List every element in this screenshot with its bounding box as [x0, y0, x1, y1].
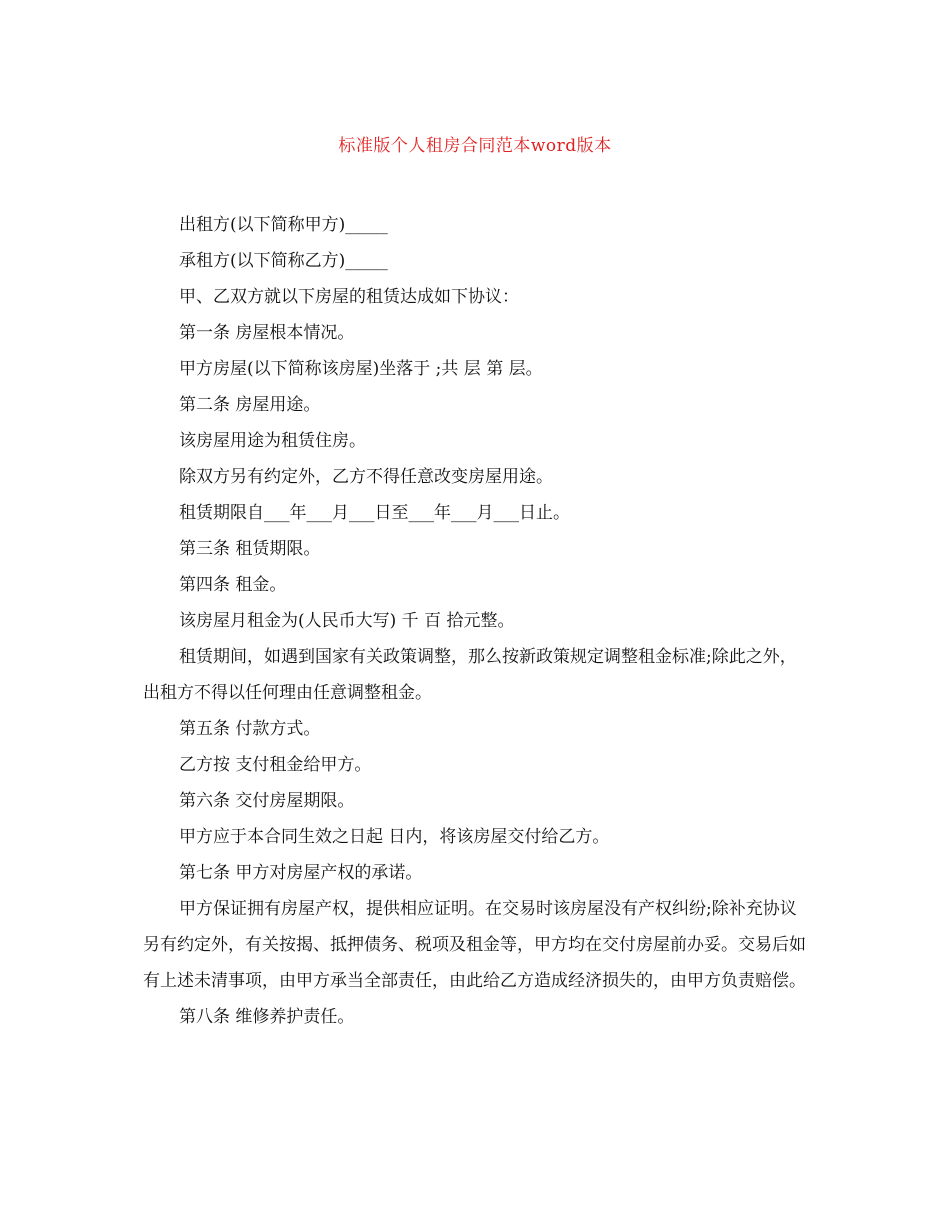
paragraph: 承租方(以下简称乙方)_____: [179, 251, 388, 271]
paragraph: 乙方按 支付租金给甲方。: [179, 755, 372, 775]
paragraph: 该房屋用途为租赁住房。: [179, 431, 366, 451]
document-body: [143, 207, 813, 1035]
paragraph: 租赁期限自___年___月___日至___年___月___日止。: [179, 503, 570, 523]
paragraph: 第一条 房屋根本情况。: [179, 323, 355, 343]
paragraph: 该房屋月租金为(人民币大写) 千 百 拾元整。: [179, 611, 515, 631]
paragraph: 甲方应于本合同生效之日起 日内，将该房屋交付给乙方。: [179, 827, 610, 847]
paragraph: 甲方保证拥有房屋产权，提供相应证明。在交易时该房屋没有产权纠纷;除补充协议另有约定外，有关按揭、抵押债务、税项及租金等，甲方均在交付房屋前办妥。交易后如有上述未清事项，由甲方承当全部责任，由此给乙方造成经济损失的，由甲方负责赔偿。: [143, 899, 806, 991]
document-title: 标准版个人租房合同范本word版本: [338, 136, 612, 156]
paragraph: 第二条 房屋用途。: [179, 395, 321, 415]
paragraph: 除双方另有约定外，乙方不得任意改变房屋用途。: [179, 467, 553, 487]
paragraph: 出租方(以下简称甲方)_____: [179, 215, 388, 235]
paragraph: 甲、乙双方就以下房屋的租赁达成如下协议：: [179, 287, 519, 307]
paragraph: 第七条 甲方对房屋产权的承诺。: [179, 863, 423, 883]
paragraph: 甲方房屋(以下简称该房屋)坐落于 ;共 层 第 层。: [179, 359, 543, 379]
paragraph: 第六条 交付房屋期限。: [179, 791, 355, 811]
paragraph: 第三条 租赁期限。: [179, 539, 321, 559]
paragraph: 租赁期间，如遇到国家有关政策调整，那么按新政策规定调整租金标准;除此之外，出租方不得以任何理由任意调整租金。: [143, 647, 797, 703]
paragraph: 第四条 租金。: [179, 575, 287, 595]
paragraph: 第五条 付款方式。: [179, 719, 321, 739]
paragraph: 第八条 维修养护责任。: [179, 1007, 355, 1027]
